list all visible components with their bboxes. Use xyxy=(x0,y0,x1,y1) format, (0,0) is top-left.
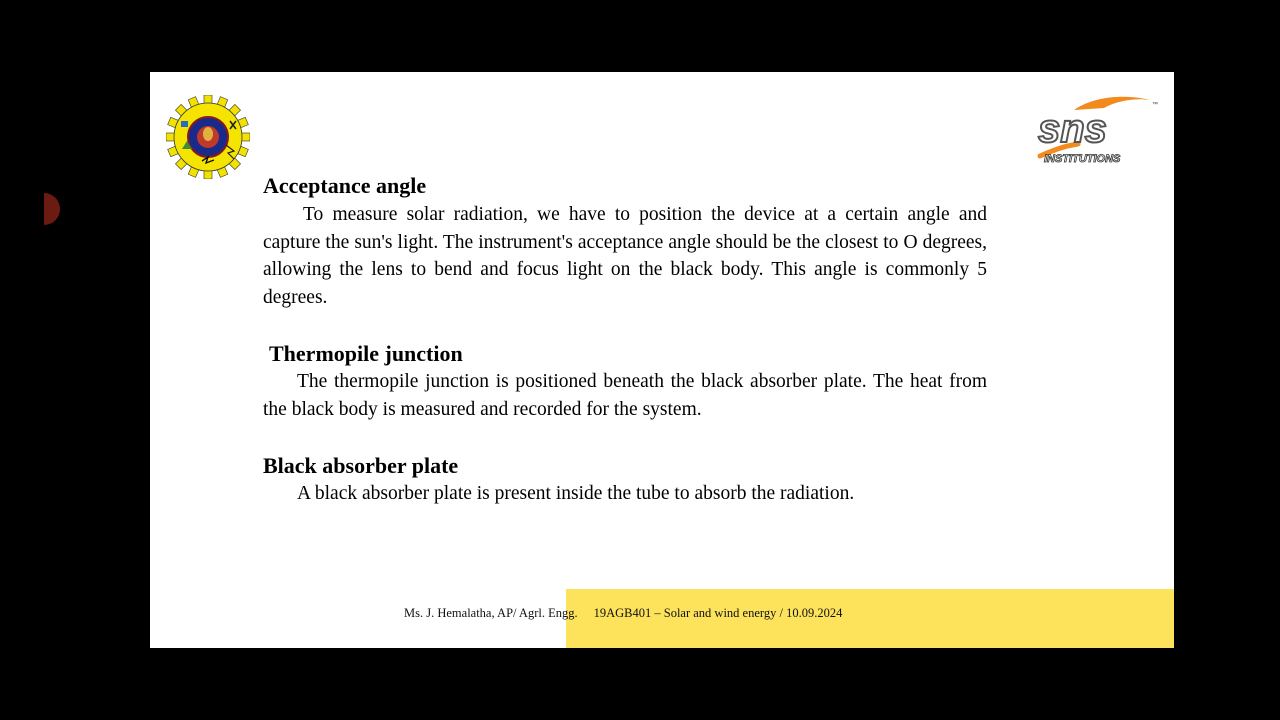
section-heading: Acceptance angle xyxy=(263,173,427,198)
footer-author: Ms. J. Hemalatha, AP/ Agrl. Engg. xyxy=(404,606,578,620)
slide-footer xyxy=(404,606,842,621)
section-body: The thermopile junction is positioned beneath the black absorber plate. The heat from the black body is measured and recorded for the system. xyxy=(263,371,987,420)
footer-course: 19AGB401 – Solar and wind energy / 10.09.2024 xyxy=(593,606,843,620)
section-body: A black absorber plate is present inside the tube to absorb the radiation. xyxy=(297,483,855,504)
slide-content xyxy=(263,172,987,508)
section-thermopile-junction xyxy=(263,340,987,423)
side-marker xyxy=(44,193,60,225)
svg-text:INSTITUTIONS: INSTITUTIONS xyxy=(1044,153,1121,165)
section-acceptance-angle xyxy=(263,172,987,311)
section-black-absorber-plate xyxy=(263,452,987,508)
svg-text:sns: sns xyxy=(1038,107,1107,151)
section-heading: Black absorber plate xyxy=(263,453,459,478)
svg-text:™: ™ xyxy=(1152,102,1158,108)
presentation-slide xyxy=(150,72,1174,648)
college-gear-emblem-icon xyxy=(166,95,250,179)
section-heading: Thermopile junction xyxy=(269,341,463,366)
section-body: To measure solar radiation, we have to position the device at a certain angle and capture the sun's light. The instrument's acceptance angle should be the closest to O degrees, allowing the lens to bend and focus light on the black body. This angle is commonly 5 degrees. xyxy=(263,204,987,308)
sns-institutions-logo-icon xyxy=(1034,90,1162,166)
